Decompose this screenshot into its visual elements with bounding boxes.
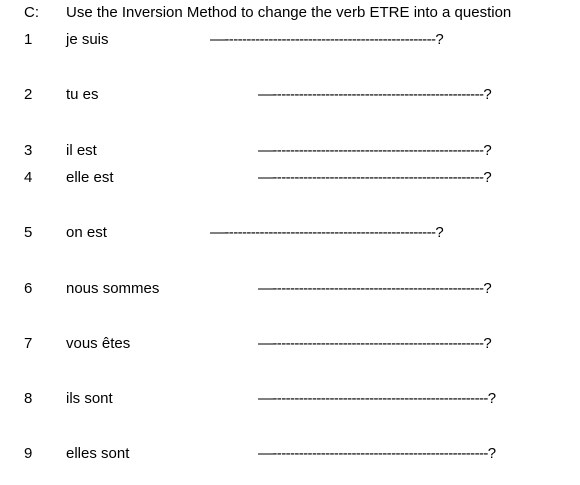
- item-text: on est: [66, 224, 107, 241]
- item-text: elle est: [66, 169, 114, 186]
- answer-line: —------------------------------------------------?: [258, 86, 492, 103]
- item-text: je suis: [66, 31, 109, 48]
- answer-line: —------------------------------------------------?: [210, 224, 444, 241]
- item-number: 4: [24, 169, 33, 186]
- item-number: 9: [24, 445, 33, 462]
- answer-line: —------------------------------------------------?: [258, 335, 492, 352]
- answer-line: —------------------------------------------------?: [258, 280, 492, 297]
- item-number: 6: [24, 280, 33, 297]
- exercise-label: C:: [24, 4, 39, 21]
- item-text: ils sont: [66, 390, 113, 407]
- item-number: 8: [24, 390, 33, 407]
- answer-line: —------------------------------------------------?: [258, 169, 492, 186]
- item-number: 5: [24, 224, 33, 241]
- item-text: vous êtes: [66, 335, 131, 352]
- item-number: 3: [24, 142, 33, 159]
- exercise-instruction: Use the Inversion Method to change the verb ETRE into a question: [66, 4, 512, 21]
- item-text: nous sommes: [66, 280, 160, 297]
- answer-line: —-------------------------------------------------?: [258, 445, 496, 462]
- item-text: tu es: [66, 86, 99, 103]
- item-number: 1: [24, 31, 33, 48]
- item-text: elles sont: [66, 445, 130, 462]
- answer-line: —-------------------------------------------------?: [258, 390, 496, 407]
- item-number: 7: [24, 335, 33, 352]
- item-text: il est: [66, 142, 97, 159]
- answer-line: —------------------------------------------------?: [210, 31, 444, 48]
- answer-line: —------------------------------------------------?: [258, 142, 492, 159]
- item-number: 2: [24, 86, 33, 103]
